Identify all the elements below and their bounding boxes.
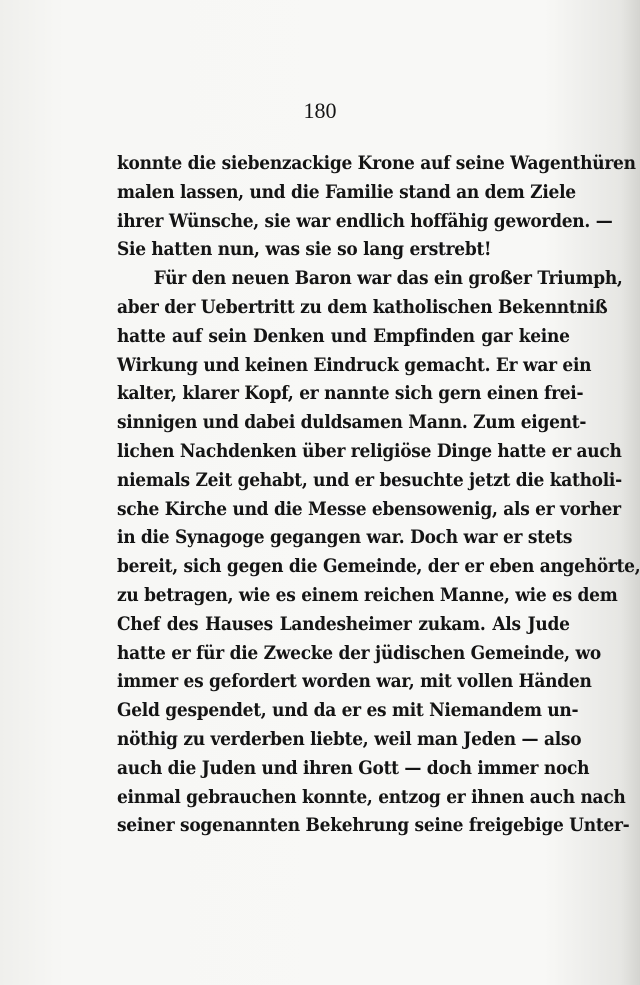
text-line: lichen Nachdenken über religiöse Dinge hatte er auch — [117, 440, 622, 462]
text-line: bereit, sich gegen die Gemeinde, der er eben angehörte, — [117, 556, 640, 578]
page-number: 180 — [303, 98, 337, 123]
text-line: Chef des Hauses Landesheimer zukam. Als Jude — [117, 613, 570, 635]
text-line: malen lassen, und die Familie stand an dem Ziele — [117, 181, 576, 203]
text-line: seiner sogenannten Bekehrung seine freigebige Unter- — [117, 815, 630, 837]
text-line: in die Synagoge gegangen war. Doch war er stets — [117, 527, 573, 549]
text-line: hatte auf sein Denken und Empfinden gar keine — [117, 325, 570, 347]
text-line: ihrer Wünsche, sie war endlich hoffähig geworden. — — [117, 210, 613, 232]
text-line: einmal gebrauchen konnte, entzog er ihnen auch nach — [117, 786, 626, 808]
text-line: auch die Juden und ihren Gott — doch immer noch — [117, 757, 590, 779]
text-line: zu betragen, wie es einem reichen Manne, wie es dem — [117, 584, 618, 606]
text-line: niemals Zeit gehabt, und er besuchte jetzt die katholi- — [117, 469, 622, 491]
text-line: kalter, klarer Kopf, er nannte sich gern einen frei- — [117, 383, 584, 405]
text-line: Sie hatten nun, was sie so lang erstrebt! — [117, 239, 492, 261]
text-line: immer es gefordert worden war, mit vollen Händen — [117, 671, 592, 693]
text-line: konnte die siebenzackige Krone auf seine Wagenthüren — [117, 153, 636, 174]
text-line: Geld gespendet, und da er es mit Niemandem un- — [117, 700, 579, 722]
text-line: sche Kirche und die Messe ebensowenig, als er vorher — [117, 498, 621, 520]
text-line: Für den neuen Baron war das ein großer Triumph, — [153, 268, 623, 290]
text-line: aber der Uebertritt zu dem katholischen Bekenntniß — [117, 296, 608, 318]
text-line: Wirkung und keinen Eindruck gemacht. Er war ein — [117, 354, 592, 376]
text-line: sinnigen und dabei duldsamen Mann. Zum eigent- — [117, 412, 587, 434]
text-line: hatte er für die Zwecke der jüdischen Gemeinde, wo — [117, 642, 601, 664]
text-line: nöthig zu verderben liebte, weil man Jeden — also — [117, 728, 582, 750]
body-text — [117, 150, 640, 841]
